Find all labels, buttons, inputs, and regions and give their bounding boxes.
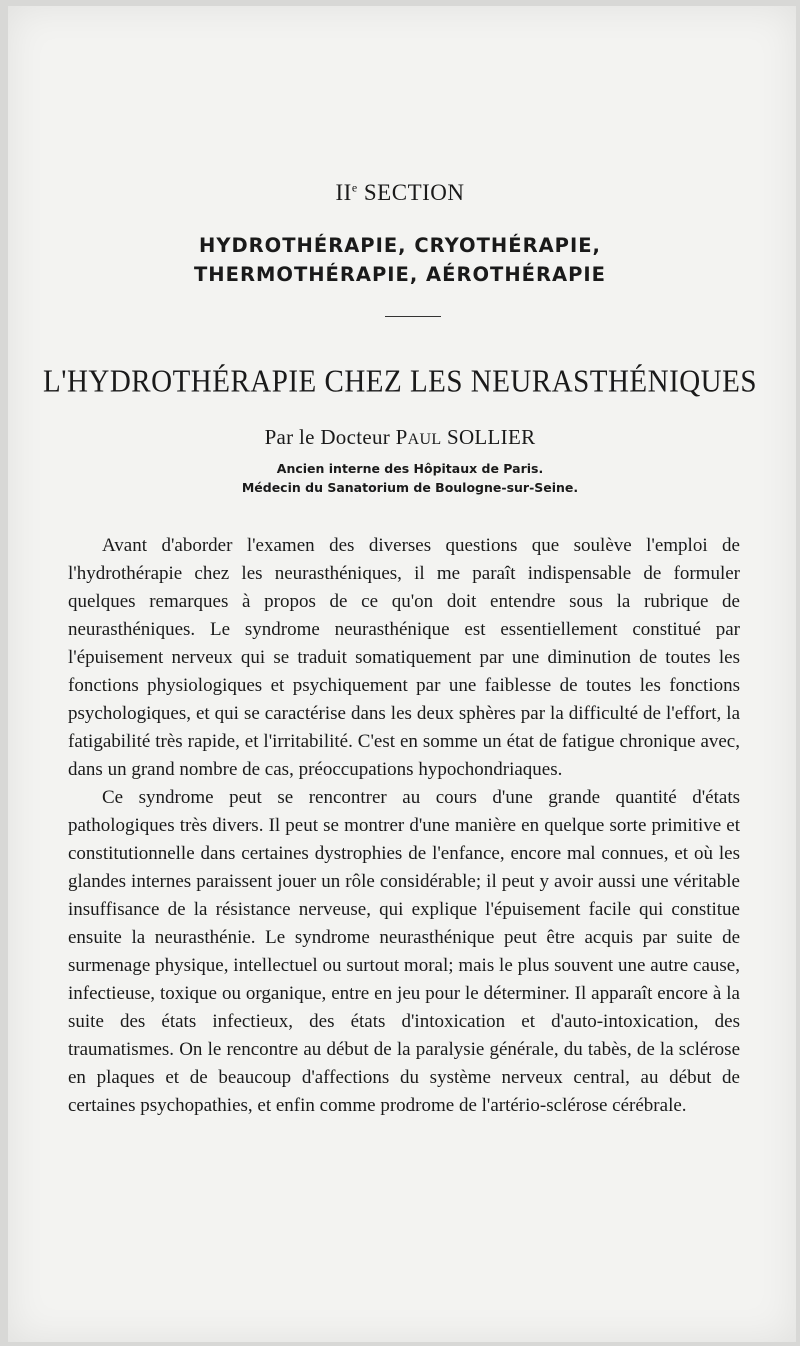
author-credential-1: Ancien interne des Hôpitaux de Paris. [276, 461, 544, 476]
paragraph: Ce syndrome peut se rencontrer au cours d'une grande quantité d'états pathologiques très divers. Il peut se montrer d'une manière en quelque sorte primitive et constitutionnelle dans certaines dystrophies de l'enfance, encore mal connues, et où les glandes internes paraissent jouer un rôle considérable; il peut y avoir aussi une véritable insuffisance de la résistance nerveuse, qui explique l'épuisement facile qui constitue ensuite la neurasthénie. Le syndrome neurasthénique peut être acquis par suite de surmenage physique, intellectuel ou surtout moral; mais le plus souvent une autre cause, infectieuse, toxique ou organique, entre en jeu pour le déterminer. Il apparaît encore à la suite des états infectieux, des états d'intoxication et d'auto-intoxication, des traumatismes. On le rencontre au début de la paralysie générale, du tabès, de la sclérose en plaques et de beaucoup d'affections du système nerveux central, au début de certaines psychopathies, et enfin comme prodrome de l'artério-sclérose cérébrale. [68, 787, 740, 1116]
section-word: SECTION [363, 180, 465, 205]
section-numeral: II [335, 180, 352, 205]
section-superscript: e [351, 180, 358, 195]
section-subtitle-line-2: THERMOTHÉRAPIE, AÉROTHÉRAPIE [194, 263, 606, 286]
author-last-name: SOLLIER [446, 425, 536, 449]
divider-rule [385, 316, 441, 317]
author-first-rest: AUL [407, 431, 442, 448]
paragraph: Avant d'aborder l'examen des diverses questions que soulève l'emploi de l'hydrothérapie chez les neurasthéniques, il me paraît indispensable de formuler quelques remarques à propos de ce qu'on doit entendre sous la rubrique de neurasthéniques. Le syndrome neurasthénique est essentiellement constitué par l'épuisement nerveux qui se traduit somatiquement par une diminution de toutes les fonctions physiologiques et psychiquement par une faiblesse de toutes les fonctions psychologiques, et qui se caractérise dans les deux sphères par la difficulté de l'effort, la fatigabilité très rapide, et l'irritabilité. C'est en somme un état de fatigue chronique avec, dans un grand nombre de cas, préoccupations hypochondriaques. [68, 535, 740, 780]
section-heading [0, 180, 800, 206]
author-credential-2: Médecin du Sanatorium de Boulogne-sur-Seine. [241, 480, 579, 495]
section-subtitle-line-1: HYDROTHÉRAPIE, CRYOTHÉRAPIE, [199, 234, 601, 257]
article-body [68, 532, 740, 1120]
author-prefix: Par le Docteur [264, 425, 396, 449]
author-first-initial: P [395, 425, 408, 449]
author-line [0, 425, 800, 450]
article-title: L'HYDROTHÉRAPIE CHEZ LES NEURASTHÉNIQUES [43, 364, 757, 400]
